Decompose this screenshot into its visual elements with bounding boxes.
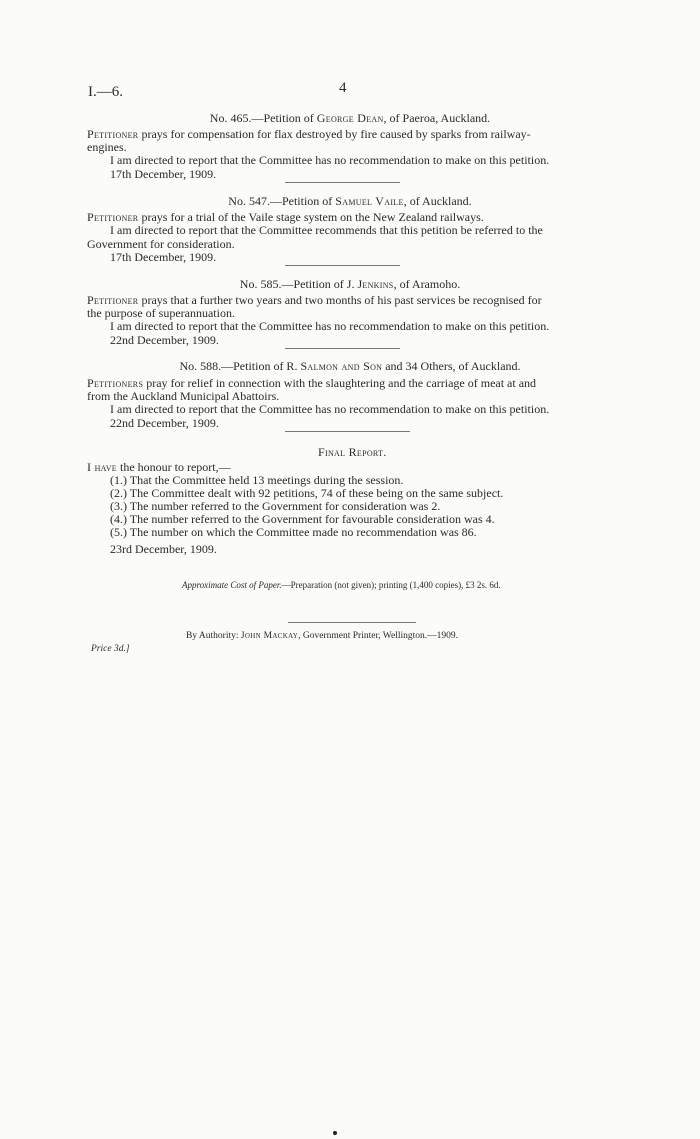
document-reference: I.—6. — [88, 84, 123, 100]
petition-heading — [0, 112, 700, 125]
petition-prayer — [87, 128, 531, 141]
petitioner-name: Salmon and Son — [300, 359, 383, 373]
intro-text: the honour to report,— — [116, 460, 231, 474]
report-text: I am directed to report that the Committee recommends that this petition be referred to the — [110, 223, 543, 237]
heading-text: No. 547.—Petition of — [228, 194, 336, 208]
printer-name: John Mackay — [240, 631, 299, 641]
prayer-text: from the Auckland Municipal Abattoirs. — [87, 389, 280, 403]
petition-heading — [0, 195, 700, 208]
final-report-item: (5.) The number on which the Committee made no recommendation was 86. — [110, 525, 477, 539]
petitioner-name: Samuel Vaile — [335, 194, 404, 208]
printer-imprint — [186, 631, 458, 641]
heading-text: , of Aramoho. — [393, 277, 461, 291]
prayer-lead: Petitioner — [87, 127, 139, 141]
prayer-lead: Petitioner — [87, 293, 139, 307]
cost-note-text: —Preparation (not given); printing (1,400 copies), £3 2s. 6d. — [281, 580, 501, 590]
prayer-text: the purpose of superannuation. — [87, 306, 235, 320]
final-report-item: (1.) That the Committee held 13 meetings during the session. — [110, 473, 404, 487]
heading-text: No. 585.—Petition of J. — [239, 277, 358, 291]
petitioner-name: Jenkins — [357, 277, 394, 291]
final-report-title: Final Report. — [318, 445, 387, 459]
petition-date: 22nd December, 1909. — [110, 416, 219, 430]
paper-speck — [333, 1131, 337, 1135]
price-note: Price 3d.] — [91, 644, 130, 654]
petition-heading — [0, 278, 700, 291]
prayer-lead: Petitioners — [87, 376, 144, 390]
page-number: 4 — [339, 80, 347, 96]
prayer-text: prays for compensation for flax destroyed by fire caused by sparks from railway- — [138, 127, 531, 141]
final-report-item: (3.) The number referred to the Government for consideration was 2. — [110, 499, 441, 513]
intro-lead: I have — [87, 460, 117, 474]
heading-text: and 34 Others, of Auckland. — [382, 359, 521, 373]
heading-text: , of Auckland. — [403, 194, 472, 208]
report-text: I am directed to report that the Committee has no recommendation to make on this petition. — [110, 402, 550, 416]
petition-date: 17th December, 1909. — [110, 167, 217, 181]
prayer-text: pray for relief in connection with the slaughtering and the carriage of meat at and — [143, 376, 537, 390]
prayer-text: prays that a further two years and two months of his past services be recognised for — [138, 293, 542, 307]
prayer-text: prays for a trial of the Vaile stage system on the New Zealand railways. — [138, 210, 484, 224]
cost-note — [182, 580, 501, 590]
heading-text: , of Paeroa, Auckland. — [383, 111, 491, 125]
final-report-date: 23rd December, 1909. — [110, 542, 217, 556]
petition-heading — [0, 360, 700, 373]
footer-divider — [288, 622, 416, 623]
final-report-item: (2.) The Committee dealt with 92 petitions, 74 of these being on the same subject. — [110, 486, 504, 500]
imprint-text: By Authority: — [186, 631, 241, 641]
petitioner-name: George Dean — [316, 111, 384, 125]
final-report-item: (4.) The number referred to the Government for favourable consideration was 4. — [110, 512, 495, 526]
imprint-text: , Government Printer, Wellington.—1909. — [298, 631, 459, 641]
section-divider — [285, 431, 410, 432]
section-divider — [285, 265, 400, 266]
petition-date: 22nd December, 1909. — [110, 333, 219, 347]
report-text: I am directed to report that the Committee has no recommendation to make on this petition. — [110, 153, 550, 167]
report-text-continued: Government for consideration. — [87, 237, 235, 251]
prayer-text: engines. — [87, 140, 127, 154]
heading-text: No. 588.—Petition of R. — [179, 359, 301, 373]
report-text: I am directed to report that the Committee has no recommendation to make on this petition. — [110, 319, 550, 333]
cost-note-label: Approximate Cost of Paper. — [182, 580, 282, 590]
heading-text: No. 465.—Petition of — [209, 111, 317, 125]
section-divider — [285, 348, 400, 349]
petition-date: 17th December, 1909. — [110, 250, 217, 264]
section-divider — [285, 182, 400, 183]
prayer-lead: Petitioner — [87, 210, 139, 224]
